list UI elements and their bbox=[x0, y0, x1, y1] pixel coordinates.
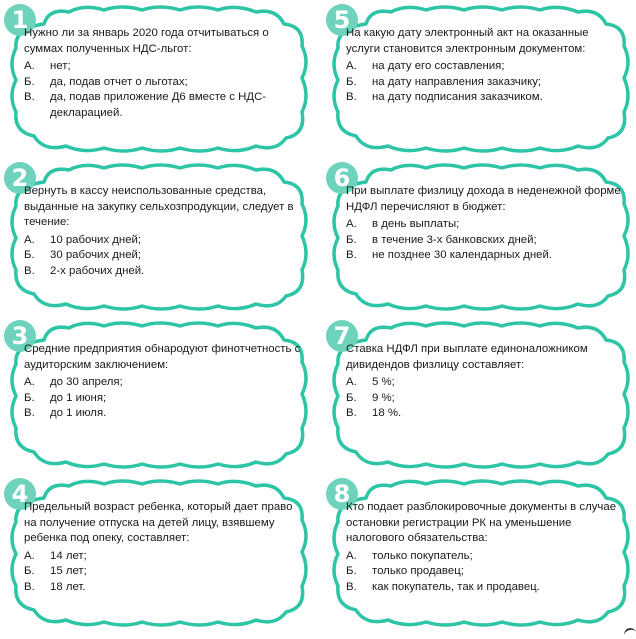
option-letter: В. bbox=[346, 407, 357, 420]
question-card-5 bbox=[326, 4, 632, 154]
question-text: На какую дату электронный акт на оказанные услуги становится электронным документом: bbox=[346, 27, 589, 55]
option-text: 18 %. bbox=[372, 407, 402, 420]
answer-option-a bbox=[346, 375, 624, 391]
option-letter: Б. bbox=[24, 565, 35, 578]
question-number-badge: 7 bbox=[326, 320, 358, 352]
answer-option-c bbox=[24, 90, 302, 121]
question-number-badge: 5 bbox=[326, 4, 358, 36]
question-card-7 bbox=[326, 320, 632, 470]
answer-options bbox=[346, 549, 624, 596]
answer-options bbox=[346, 375, 624, 422]
option-letter: А. bbox=[24, 60, 35, 73]
option-letter: Б. bbox=[346, 233, 357, 246]
option-text: на дату подписания заказчиком. bbox=[372, 91, 543, 104]
option-letter: Б. bbox=[24, 249, 35, 262]
answer-option-a bbox=[24, 59, 302, 75]
option-letter: В. bbox=[24, 580, 35, 593]
question-card-6 bbox=[326, 162, 632, 312]
option-text: на дату направления заказчику; bbox=[372, 75, 542, 88]
option-letter: В. bbox=[346, 249, 357, 262]
option-text: до 1 июня; bbox=[50, 391, 107, 404]
answer-options bbox=[24, 59, 302, 121]
question-content bbox=[24, 26, 302, 122]
answer-options bbox=[24, 233, 302, 280]
option-text: до 1 июля. bbox=[50, 407, 107, 420]
question-text: Предельный возраст ребенка, который дает право на получение отпуска на детей лицу, взявшему ребенка под опеку, составляет: bbox=[24, 501, 293, 545]
option-letter: А. bbox=[24, 233, 35, 246]
answer-option-a bbox=[24, 549, 302, 565]
option-letter: Б. bbox=[346, 75, 357, 88]
question-number-badge: 4 bbox=[4, 478, 36, 510]
question-content bbox=[24, 500, 302, 596]
answer-option-c bbox=[346, 406, 624, 422]
answer-option-a bbox=[346, 59, 624, 75]
answer-options bbox=[24, 549, 302, 596]
answer-option-b bbox=[24, 391, 302, 407]
answer-option-b bbox=[346, 391, 624, 407]
question-content bbox=[24, 184, 302, 280]
question-text: Нужно ли за январь 2020 года отчитываться о суммах полученных НДС-льгот: bbox=[24, 27, 269, 55]
answer-option-b bbox=[346, 564, 624, 580]
option-text: только покупатель; bbox=[372, 549, 473, 562]
option-text: 2-х рабочих дней. bbox=[50, 264, 145, 277]
option-letter: А. bbox=[346, 549, 357, 562]
answer-option-c bbox=[24, 406, 302, 422]
question-text: Вернуть в кассу неиспользованные средства, выданные на закупку сельхозпродукции, следует в течение: bbox=[24, 185, 294, 229]
option-letter: А. bbox=[24, 376, 35, 389]
question-content bbox=[346, 342, 624, 422]
answer-option-b bbox=[24, 564, 302, 580]
question-number-badge: 6 bbox=[326, 162, 358, 194]
answer-option-c bbox=[346, 248, 624, 264]
option-text: на дату его составления; bbox=[372, 60, 505, 73]
answer-options bbox=[346, 217, 624, 264]
question-content bbox=[346, 26, 624, 106]
option-letter: А. bbox=[346, 218, 357, 231]
option-text: 30 рабочих дней; bbox=[50, 249, 142, 262]
answer-option-b bbox=[24, 248, 302, 264]
option-letter: Б. bbox=[346, 391, 357, 404]
option-text: нет; bbox=[50, 60, 71, 73]
option-text: до 30 апреля; bbox=[50, 376, 123, 389]
question-content bbox=[24, 342, 302, 422]
option-text: 14 лет; bbox=[50, 549, 87, 562]
question-card-4 bbox=[4, 478, 310, 628]
question-card-8 bbox=[326, 478, 632, 628]
question-text: Кто подает разблокировочные документы в случае остановки регистрации РК на уменьшение налогового обязательства: bbox=[346, 501, 617, 545]
option-letter: А. bbox=[346, 60, 357, 73]
question-content bbox=[346, 184, 624, 264]
option-letter: В. bbox=[24, 407, 35, 420]
option-letter: А. bbox=[346, 376, 357, 389]
option-text: не позднее 30 календарных дней. bbox=[372, 249, 553, 262]
option-text: да, подав приложение Д6 вместе с НДС-декларацией. bbox=[50, 91, 267, 119]
option-letter: А. bbox=[24, 549, 35, 562]
option-text: 10 рабочих дней; bbox=[50, 233, 142, 246]
question-number-badge: 8 bbox=[326, 478, 358, 510]
question-text: Ставка НДФЛ при выплате единоналожником дивидендов физлицу составляет: bbox=[346, 343, 588, 371]
question-card-2 bbox=[4, 162, 310, 312]
option-text: 15 лет; bbox=[50, 565, 87, 578]
option-text: в день выплаты; bbox=[372, 218, 460, 231]
answer-option-c bbox=[346, 90, 624, 106]
answer-option-b bbox=[346, 75, 624, 91]
option-letter: Б. bbox=[24, 391, 35, 404]
answer-option-a bbox=[24, 233, 302, 249]
option-text: только продавец; bbox=[372, 565, 464, 578]
question-card-3 bbox=[4, 320, 310, 470]
answer-option-a bbox=[24, 375, 302, 391]
option-letter: В. bbox=[346, 580, 357, 593]
question-number-badge: 3 bbox=[4, 320, 36, 352]
answer-options bbox=[346, 59, 624, 106]
option-text: 18 лет. bbox=[50, 580, 86, 593]
option-text: как покупатель, так и продавец. bbox=[372, 580, 540, 593]
option-text: 9 %; bbox=[372, 391, 395, 404]
answer-option-a bbox=[346, 217, 624, 233]
option-text: 5 %; bbox=[372, 376, 395, 389]
answer-option-c bbox=[24, 580, 302, 596]
option-text: в течение 3-х банковских дней; bbox=[372, 233, 537, 246]
question-number-badge: 2 bbox=[4, 162, 36, 194]
question-number-badge: 1 bbox=[4, 4, 36, 36]
option-letter: В. bbox=[24, 91, 35, 104]
question-text: При выплате физлицу дохода в неденежной форме НДФЛ перечисляют в бюджет: bbox=[346, 185, 621, 213]
answer-option-a bbox=[346, 549, 624, 565]
answer-option-c bbox=[346, 580, 624, 596]
answer-option-c bbox=[24, 264, 302, 280]
option-letter: В. bbox=[24, 264, 35, 277]
answer-options bbox=[24, 375, 302, 422]
option-letter: Б. bbox=[346, 565, 357, 578]
option-letter: В. bbox=[346, 91, 357, 104]
option-letter: Б. bbox=[24, 75, 35, 88]
page-curl-icon bbox=[623, 627, 636, 639]
answer-option-b bbox=[346, 233, 624, 249]
question-card-1 bbox=[4, 4, 310, 154]
answer-option-b bbox=[24, 75, 302, 91]
option-text: да, подав отчет о льготах; bbox=[50, 75, 188, 88]
question-text: Средние предприятия обнародуют финотчетность с аудиторским заключением: bbox=[24, 343, 301, 371]
question-content bbox=[346, 500, 624, 596]
